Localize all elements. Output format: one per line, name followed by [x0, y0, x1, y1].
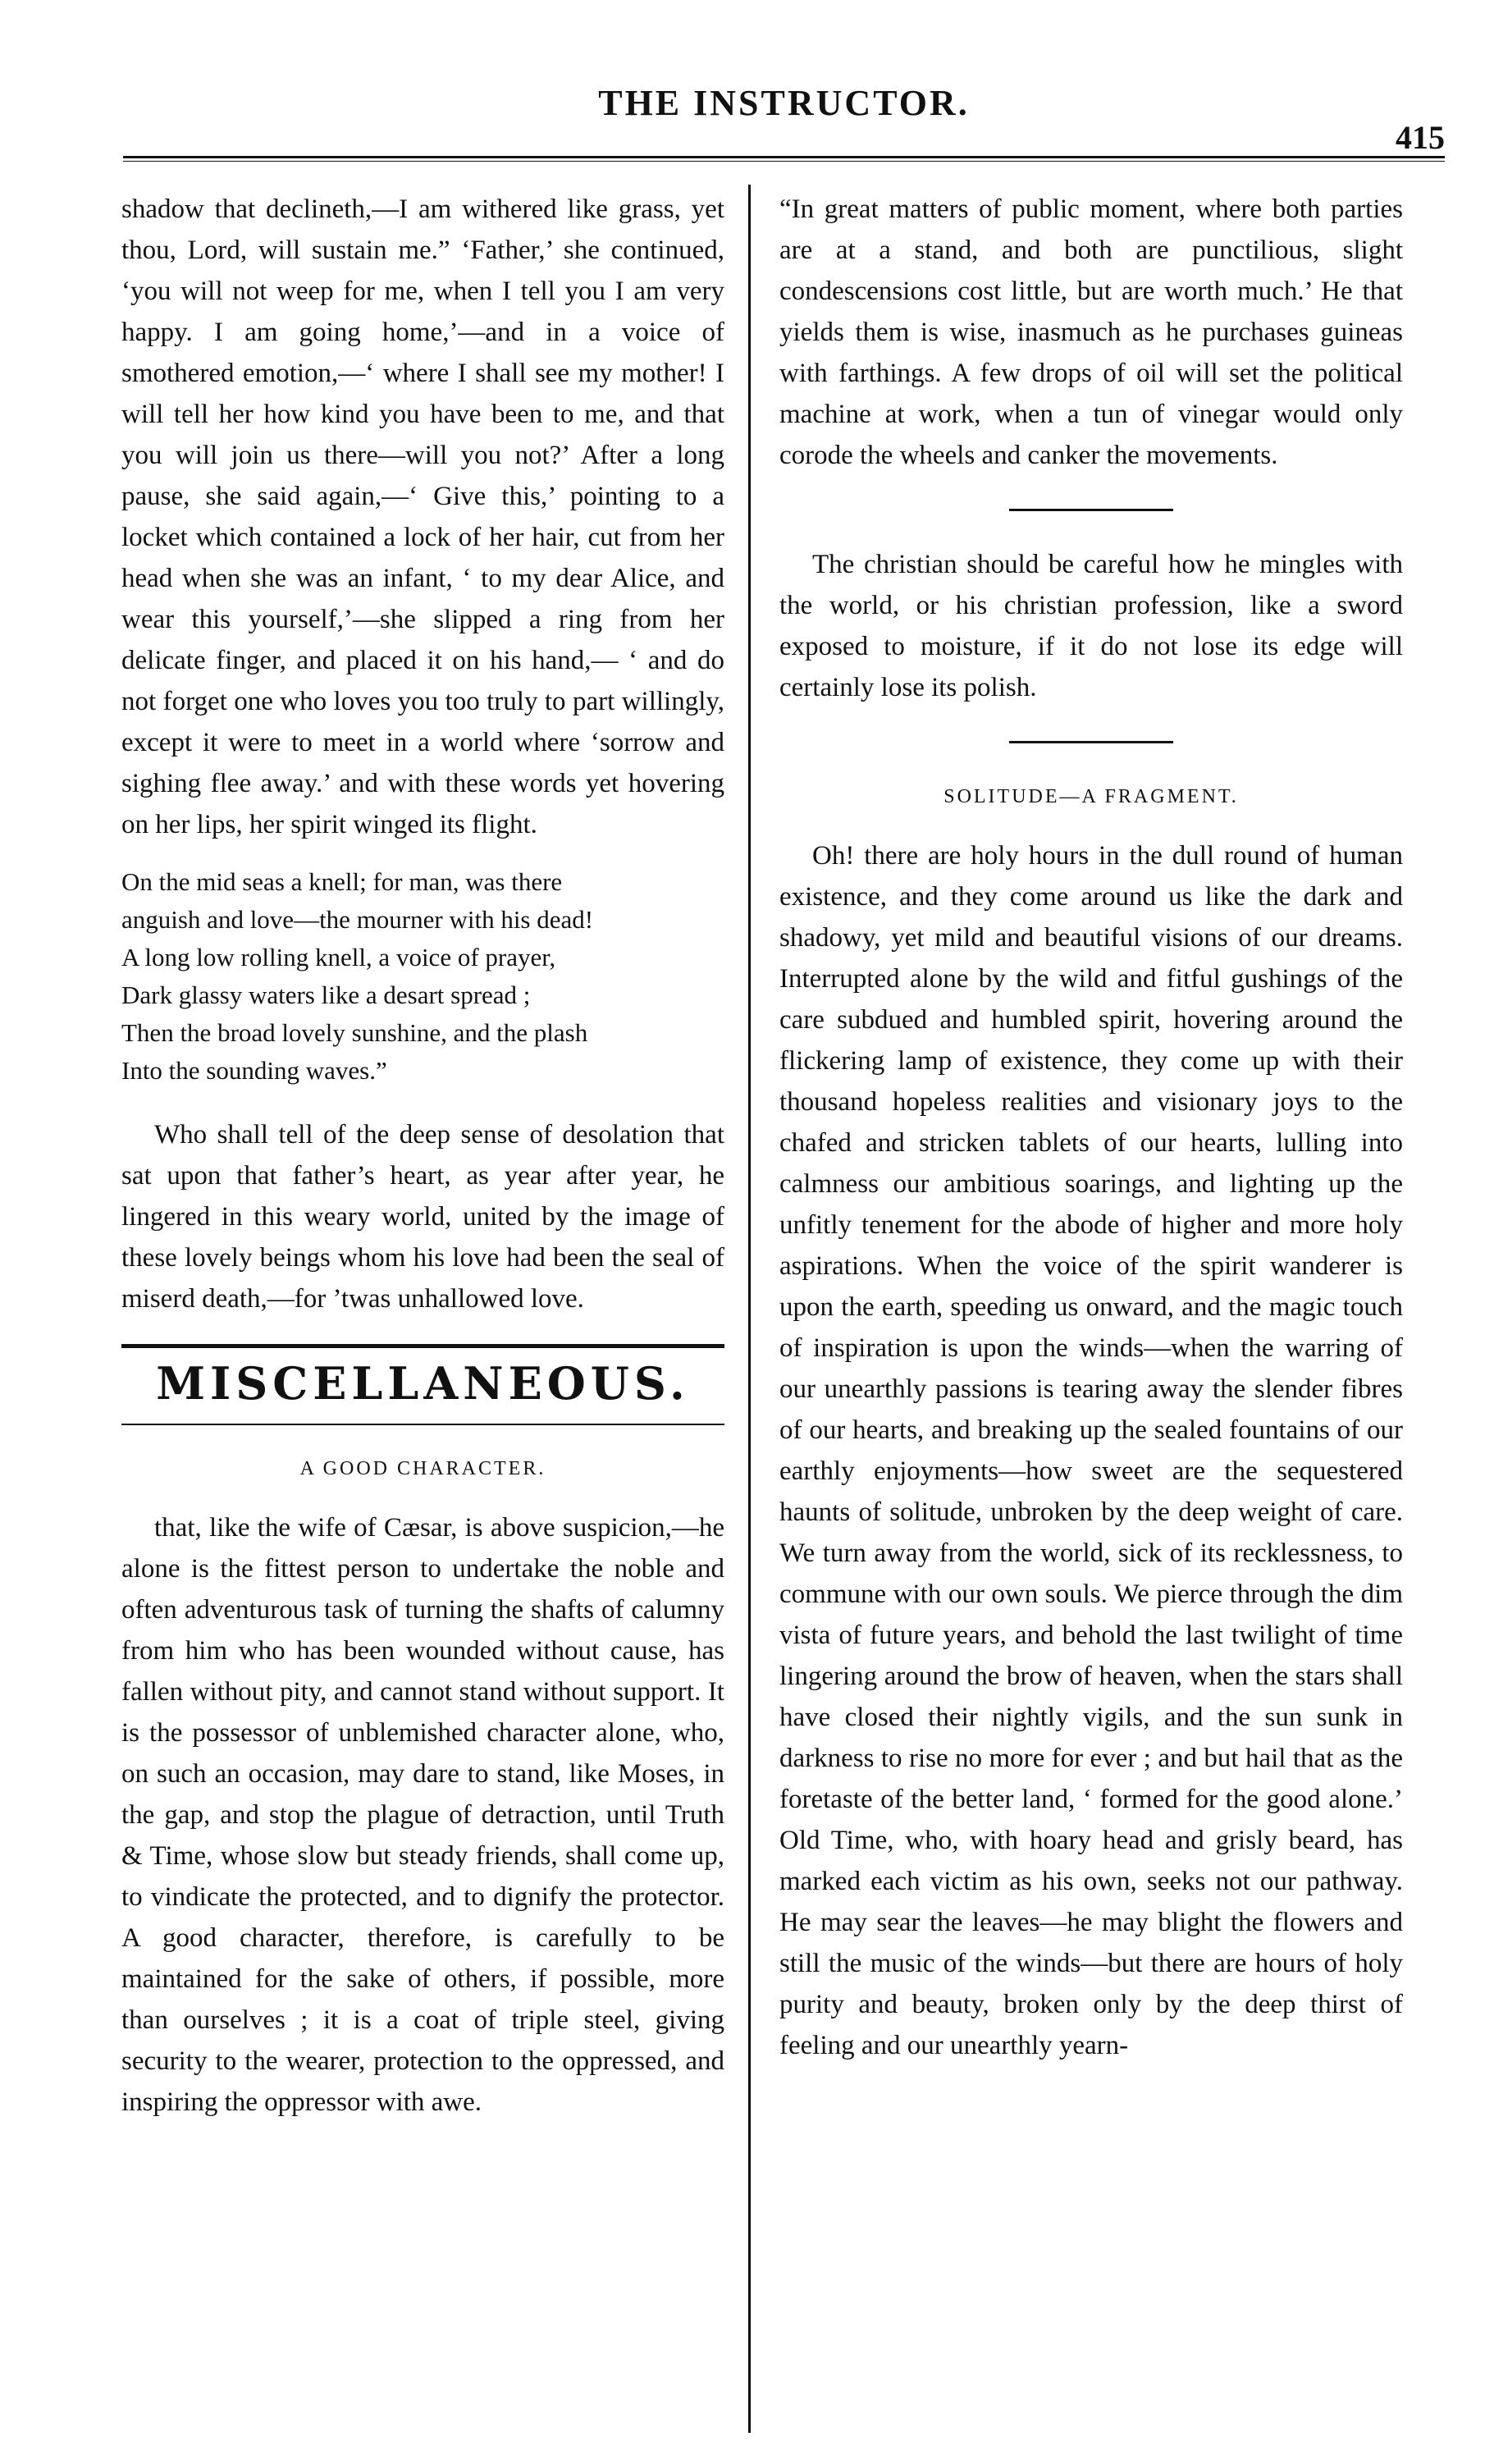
page-number: 415 — [1396, 119, 1445, 156]
poem-line: Dark glassy waters like a desart spread ; — [121, 981, 531, 1009]
paragraph: that, like the wife of Cæsar, is above suspicion,—he alone is the fittest person to undertake the noble and often adventurous task of turning the shafts of calumny from him who has been wounded without cause, has fallen without pity, and cannot stand without support. It is the possessor of unblemished character alone, who, on such an occasion, may dare to stand, like Moses, in the gap, and stop the plague of detraction, until Truth & Time, whose slow but steady friends, shall come up, to vindicate the protected, and to dignify the protector. A good character, therefore, is carefully to be maintained for the sake of others, if possible, more than ourselves ; it is a coat of triple steel, giving security to the wearer, protection to the oppressed, and inspiring the oppressor with awe. — [121, 1513, 724, 2117]
poem-line: Into the sounding waves.” — [121, 1056, 387, 1085]
paragraph: “In great matters of public moment, where both parties are at a stand, and both are punctilious, slight condescensions cost little, but are worth much.’ He that yields them is wise, inasmuch as he purchases guineas with farthings. A few drops of oil will set the political machine at work, when a tun of vinegar would only corode the wheels and canker the movements. — [779, 194, 1403, 470]
paragraph: Oh! there are holy hours in the dull round of human existence, and they come around us like the dark and shadowy, yet mild and beautiful visions of our dreams. Interrupted alone by the wild and fitful gushings of the care subdued and humbled spirit, hovering around the flickering lamp of existence, they come up with their thousand hopeless realities and visionary joys to the chafed and stricken tablets of our hearts, lulling into calmness our ambitious soarings, and lighting up the unfitly tenement for the abode of higher and more holy aspirations. When the voice of the spirit wanderer is upon the earth, speeding us onward, and the magic touch of inspiration is upon the winds—when the warring of our unearthly passions is tearing away the slender fibres of our hearts, and breaking up the sealed fountains of our earthly enjoyments—how sweet are the sequestered haunts of solitude, unbroken by the deep weight of care. We turn away from the world, sick of its recklessness, to commune with our own souls. We pierce through the dim vista of future years, and behold the last twilight of time lingering around the brow of heaven, when the stars shall have closed their nightly vigils, and the sun sunk in darkness to rise no more for ever ; and but hail that as the foretaste of the better land, ‘ formed for the good alone.’ Old Time, who, with hoary head and grisly beard, has marked each victim as his own, seeks not our pathway. He may sear the leaves—he may blight the flowers and still the music of the winds—but there are hours of holy purity and beauty, broken only by the deep thirst of feeling and our unearthly yearn- — [779, 841, 1403, 2060]
article-title: SOLITUDE—A FRAGMENT. — [943, 786, 1239, 807]
left-column — [121, 189, 724, 2141]
paragraph: shadow that declineth,—I am withered like grass, yet thou, Lord, will sustain me.” ‘Father,’ she continued, ‘you will not weep for me, when I tell you I am very happy. I am going home,’—and in a voice of smothered emotion,—‘ where I shall see my mother! I will tell her how kind you have been to me, and that you will join us there—will you not?’ After a long pause, she said again,—‘ Give this,’ pointing to a locket which contained a lock of her hair, cut from her head when she was an infant, ‘ to my dear Alice, and wear this yourself,’—she slipped a ring from her delicate finger, and placed it on his hand,— ‘ and do not forget one who loves you too truly to part willingly, except it were to meet in a world where ‘sorrow and sighing flee away.’ and with these words yet hovering on her lips, her spirit winged its flight. — [121, 194, 724, 839]
section-rule — [121, 1344, 724, 1348]
poem-line: On the mid seas a knell; for man, was there — [121, 867, 563, 896]
paragraph: The christian should be careful how he mingles with the world, or his christian profession, like a sword exposed to moisture, if it do not lose its edge will certainly lose its polish. — [779, 550, 1403, 702]
poem-line: anguish and love—the mourner with his dead! — [121, 905, 594, 934]
poem-line: Then the broad lovely sunshine, and the plash — [121, 1018, 588, 1047]
separator-rule — [1009, 509, 1173, 511]
page-header — [123, 82, 1445, 156]
header-rule — [123, 156, 1445, 162]
section-rule-thin — [121, 1424, 724, 1425]
running-head: THE INSTRUCTOR. — [598, 83, 970, 123]
poem-line: A long low rolling knell, a voice of prayer, — [121, 943, 556, 971]
poem-quote — [121, 863, 724, 1090]
article-title: A GOOD CHARACTER. — [299, 1458, 546, 1479]
section-heading: MISCELLANEOUS. — [156, 1357, 690, 1410]
right-column — [779, 189, 1403, 2084]
separator-rule — [1009, 741, 1173, 743]
paragraph: Who shall tell of the deep sense of desolation that sat upon that father’s heart, as year after year, he lingered in this weary world, united by the image of these lovely beings whom his love had been the seal of miserd death,—for ’twas unhallowed love. — [121, 1120, 724, 1314]
column-divider — [748, 185, 751, 2433]
